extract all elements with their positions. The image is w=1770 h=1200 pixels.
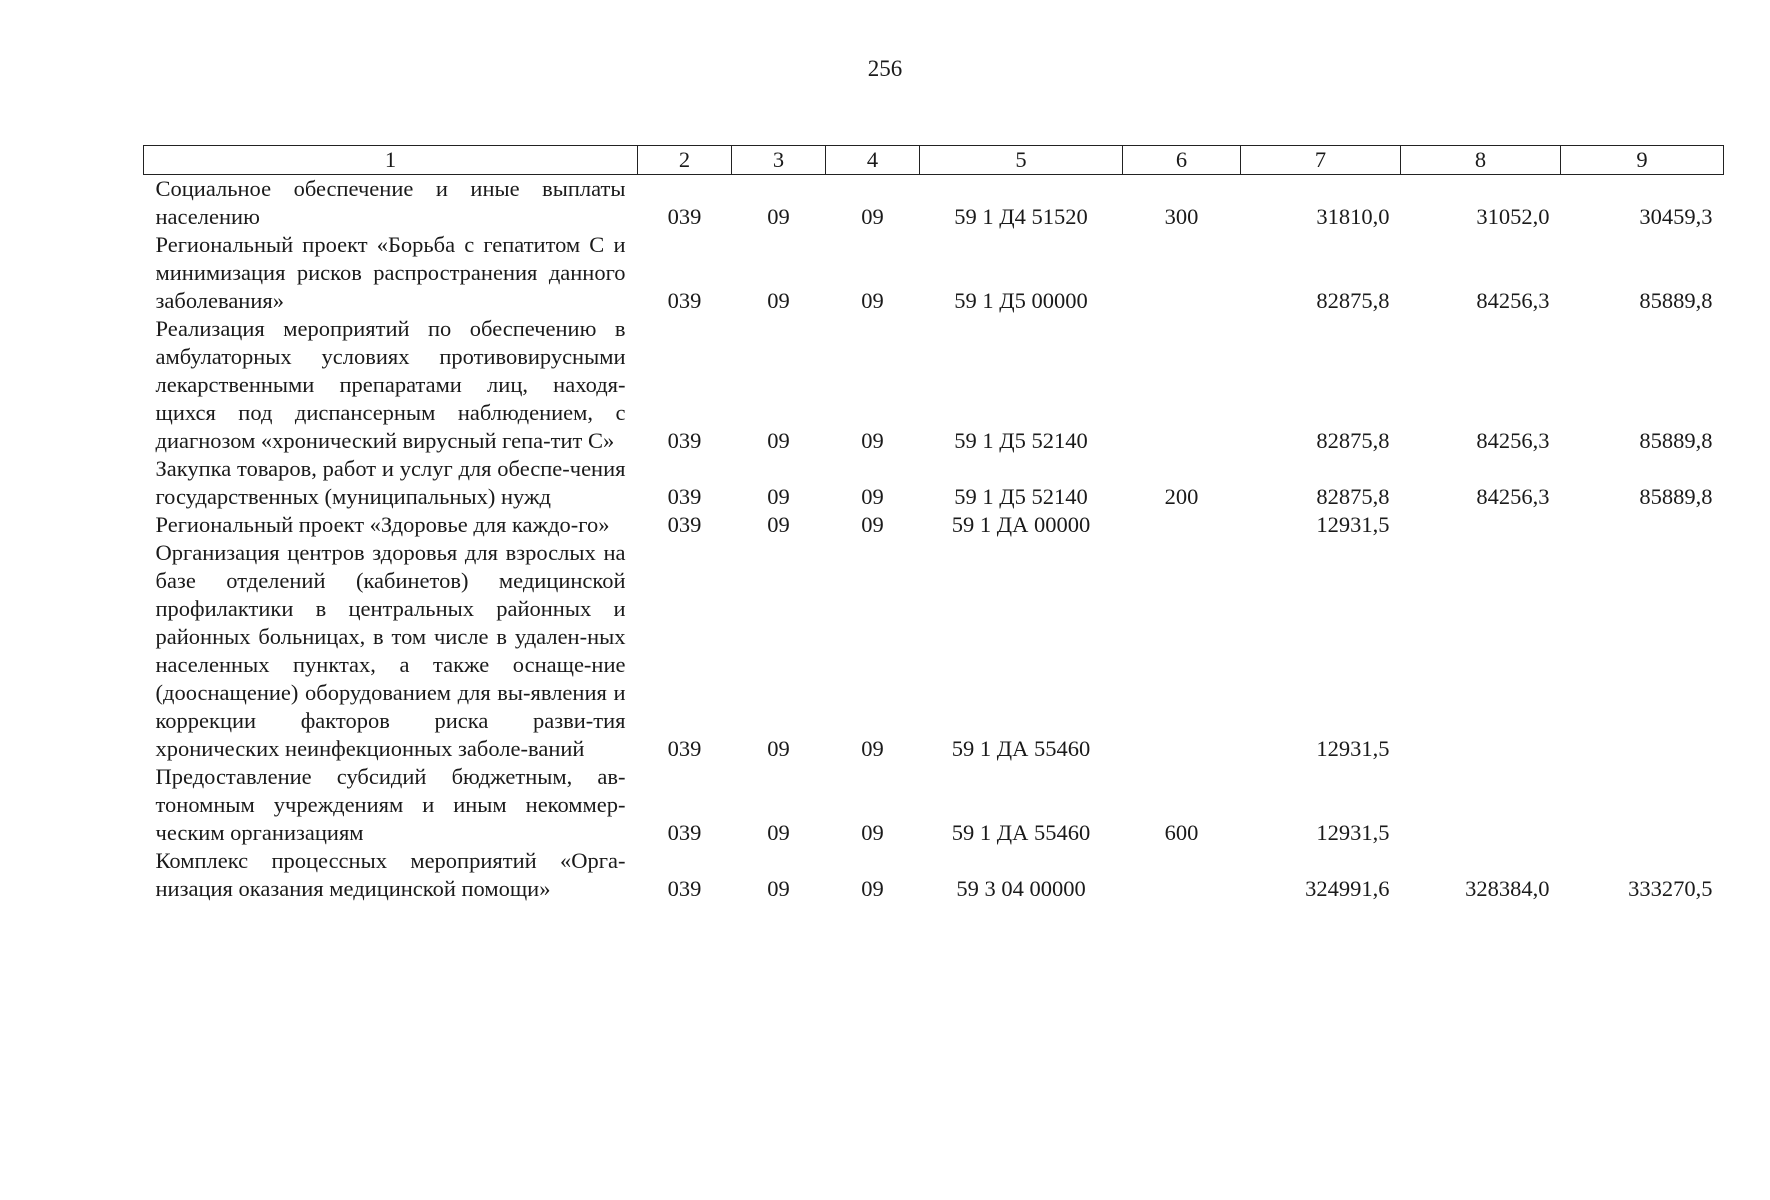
header-col-3: 3 bbox=[732, 146, 826, 175]
row-vr: 600 bbox=[1164, 820, 1199, 845]
row-name: Региональный проект «Здоровье для каждо-го» bbox=[155, 512, 610, 537]
row-value-1: 31810,0 bbox=[1316, 204, 1390, 229]
row-value-3: 85889,8 bbox=[1639, 288, 1713, 313]
table-row bbox=[144, 315, 1724, 455]
row-vr: 200 bbox=[1164, 484, 1199, 509]
row-section: 09 bbox=[767, 736, 790, 761]
row-value-1: 82875,8 bbox=[1316, 428, 1390, 453]
row-target: 59 1 Д5 52140 bbox=[954, 428, 1088, 453]
row-section: 09 bbox=[767, 428, 790, 453]
row-subsection: 09 bbox=[861, 204, 884, 229]
row-code: 039 bbox=[667, 484, 702, 509]
table-row bbox=[144, 763, 1724, 847]
row-subsection: 09 bbox=[861, 820, 884, 845]
table-row bbox=[144, 539, 1724, 763]
header-col-6: 6 bbox=[1123, 146, 1241, 175]
budget-table bbox=[143, 145, 1724, 903]
row-subsection: 09 bbox=[861, 484, 884, 509]
row-value-2: 328384,0 bbox=[1465, 876, 1550, 901]
row-vr bbox=[1123, 847, 1241, 903]
row-value-3 bbox=[1561, 763, 1724, 847]
row-vr: 300 bbox=[1164, 204, 1199, 229]
row-value-1: 324991,6 bbox=[1305, 876, 1390, 901]
row-subsection: 09 bbox=[861, 736, 884, 761]
row-vr bbox=[1123, 511, 1241, 539]
row-value-1: 12931,5 bbox=[1316, 512, 1390, 537]
row-value-3 bbox=[1561, 511, 1724, 539]
header-col-9: 9 bbox=[1561, 146, 1724, 175]
row-subsection: 09 bbox=[861, 428, 884, 453]
table-row bbox=[144, 511, 1724, 539]
row-value-2 bbox=[1401, 511, 1561, 539]
row-section: 09 bbox=[767, 876, 790, 901]
row-subsection: 09 bbox=[861, 288, 884, 313]
row-value-1: 12931,5 bbox=[1316, 736, 1390, 761]
row-value-2 bbox=[1401, 539, 1561, 763]
row-value-3: 85889,8 bbox=[1639, 428, 1713, 453]
row-code: 039 bbox=[667, 204, 702, 229]
page-number: 256 bbox=[867, 56, 903, 81]
row-value-1: 12931,5 bbox=[1316, 820, 1390, 845]
row-subsection: 09 bbox=[861, 876, 884, 901]
row-value-1: 82875,8 bbox=[1316, 484, 1390, 509]
table-header bbox=[144, 146, 1724, 175]
row-subsection: 09 bbox=[861, 512, 884, 537]
row-section: 09 bbox=[767, 288, 790, 313]
row-code: 039 bbox=[667, 736, 702, 761]
row-target: 59 1 Д5 00000 bbox=[954, 288, 1088, 313]
row-vr bbox=[1123, 231, 1241, 315]
header-col-1: 1 bbox=[144, 146, 638, 175]
row-name: Региональный проект «Борьба с гепатитом С и минимизация рисков распространения данного заболевания» bbox=[155, 232, 626, 313]
row-value-2: 84256,3 bbox=[1476, 484, 1550, 509]
row-code: 039 bbox=[667, 876, 702, 901]
row-value-3: 85889,8 bbox=[1639, 484, 1713, 509]
header-col-2: 2 bbox=[638, 146, 732, 175]
row-name: Реализация мероприятий по обеспечению в амбулаторных условиях противовирусными лекарственными препаратами лиц, находя-щихся под диспансерным наблюдением, с диагнозом «хронический вирусный гепа-тит С» bbox=[155, 316, 626, 453]
table-row bbox=[144, 175, 1724, 232]
row-name: Предоставление субсидий бюджетным, ав-тономным учреждениям и иным некоммер-ческим организациям bbox=[155, 764, 626, 845]
row-code: 039 bbox=[667, 820, 702, 845]
row-section: 09 bbox=[767, 820, 790, 845]
row-code: 039 bbox=[667, 288, 702, 313]
row-section: 09 bbox=[767, 484, 790, 509]
header-row bbox=[144, 146, 1724, 175]
row-section: 09 bbox=[767, 512, 790, 537]
header-col-5: 5 bbox=[920, 146, 1123, 175]
row-target: 59 1 ДА 55460 bbox=[951, 736, 1091, 761]
header-col-4: 4 bbox=[826, 146, 920, 175]
row-value-3: 333270,5 bbox=[1628, 876, 1713, 901]
row-name: Организация центров здоровья для взрослых на базе отделений (кабинетов) медицинской профилактики в центральных районных и районных больницах, в том числе в удален-ных населенных пунктах, а также оснаще-ние (дооснащение) оборудованием для вы-явления и коррекции факторов риска разви-тия хронических неинфекционных заболе-ваний bbox=[155, 540, 626, 761]
header-col-8: 8 bbox=[1401, 146, 1561, 175]
row-target: 59 1 ДА 55460 bbox=[951, 820, 1091, 845]
row-target: 59 1 Д5 52140 bbox=[954, 484, 1088, 509]
row-target: 59 1 ДА 00000 bbox=[951, 512, 1091, 537]
table-row bbox=[144, 847, 1724, 903]
row-name: Закупка товаров, работ и услуг для обеспе-чения государственных (муниципальных) нужд bbox=[155, 456, 626, 509]
row-target: 59 3 04 00000 bbox=[956, 876, 1086, 901]
table-row bbox=[144, 455, 1724, 511]
row-section: 09 bbox=[767, 204, 790, 229]
row-name: Социальное обеспечение и иные выплаты населению bbox=[155, 176, 626, 229]
table-body bbox=[144, 175, 1724, 904]
row-vr bbox=[1123, 539, 1241, 763]
header-col-7: 7 bbox=[1241, 146, 1401, 175]
row-value-2: 84256,3 bbox=[1476, 428, 1550, 453]
row-value-2 bbox=[1401, 763, 1561, 847]
row-value-3: 30459,3 bbox=[1639, 204, 1713, 229]
row-code: 039 bbox=[667, 428, 702, 453]
row-code: 039 bbox=[667, 512, 702, 537]
row-target: 59 1 Д4 51520 bbox=[954, 204, 1088, 229]
row-value-2: 84256,3 bbox=[1476, 288, 1550, 313]
row-value-3 bbox=[1561, 539, 1724, 763]
row-name: Комплекс процессных мероприятий «Орга-низация оказания медицинской помощи» bbox=[155, 848, 626, 901]
row-value-2: 31052,0 bbox=[1476, 204, 1550, 229]
row-vr bbox=[1123, 315, 1241, 455]
row-value-1: 82875,8 bbox=[1316, 288, 1390, 313]
table-row bbox=[144, 231, 1724, 315]
